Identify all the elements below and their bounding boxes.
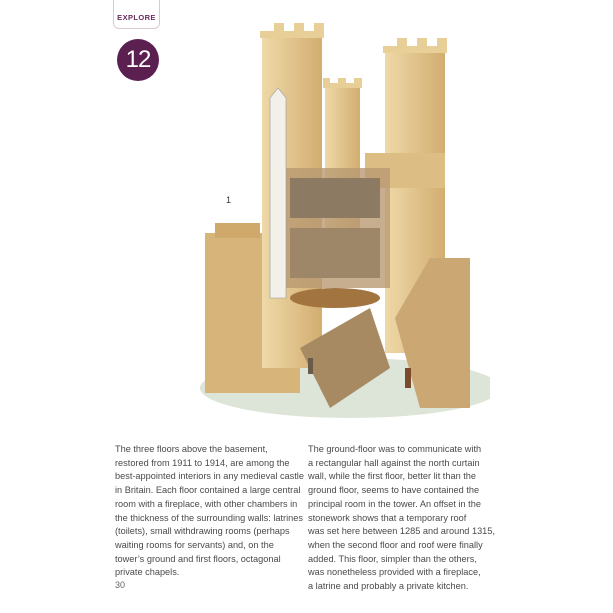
text-line: the thickness of the surrounding walls: latrines (115, 512, 303, 523)
body-text-left-column (115, 443, 304, 580)
section-tab-label: EXPLORE (117, 13, 156, 22)
text-line: in Britain. Each floor contained a large central (115, 485, 301, 496)
castle-tower-cutaway-illustration (200, 8, 490, 418)
text-line: wall, while the first floor, better lit than the (308, 471, 477, 482)
section-tab (113, 0, 160, 29)
text-line: (toilets), small withdrawing rooms (perhaps (115, 526, 290, 537)
text-line: private chapels. (115, 567, 180, 578)
text-line: ground floor, seems to have contained the (308, 485, 480, 496)
text-line: added. This floor, simpler than the others, (308, 553, 477, 564)
text-line: The ground-floor was to communicate with (308, 444, 482, 454)
text-line: a rectangular hall against the north curtain (308, 457, 480, 468)
illustration-callout: 1 (226, 195, 232, 205)
text-line: when the second floor and roof were finally (308, 539, 483, 550)
text-line: stonework shows that a temporary roof (308, 512, 467, 523)
text-line: was set here between 1285 and around 1315, (308, 526, 495, 537)
text-line: tower’s ground and first floors, octagonal (115, 553, 281, 564)
body-text-right-column (308, 443, 495, 594)
text-line: The three floors above the basement, (115, 444, 268, 454)
text-line: principal room in the tower. An offset in the (308, 498, 481, 509)
stop-number-badge: 12 (117, 39, 159, 81)
page-number: 30 (115, 580, 126, 590)
text-line: restored from 1911 to 1914, are among the (115, 457, 290, 468)
text-line: room with a fireplace, with other chambers in (115, 498, 298, 509)
text-line: best-appointed interiors in any medieval castle (115, 471, 304, 482)
text-line: waiting rooms for servants) and, on the (115, 539, 274, 550)
text-line: a latrine and probably a private kitchen. (308, 581, 469, 592)
text-line: was nonetheless provided with a fireplace, (308, 567, 481, 578)
